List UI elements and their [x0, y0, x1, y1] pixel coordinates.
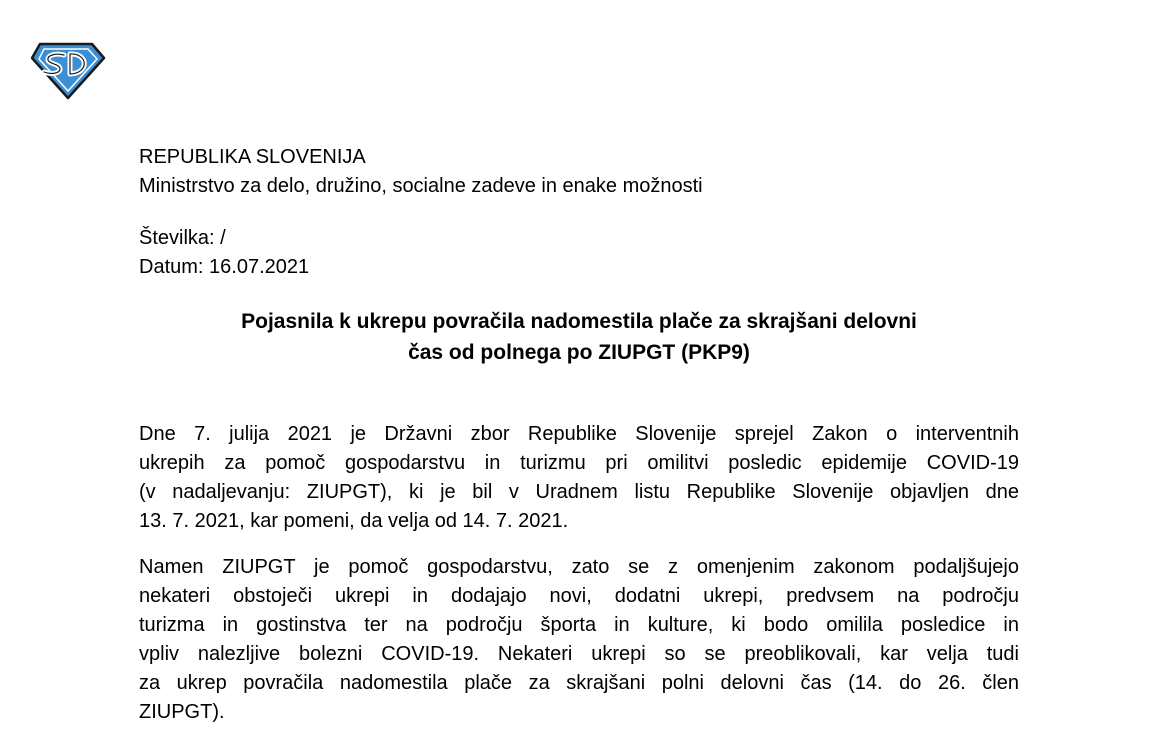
document-header — [139, 143, 1039, 201]
document-number: Številka: / — [139, 227, 226, 249]
document-date: Datum: 16.07.2021 — [139, 256, 310, 278]
document-title — [139, 306, 1019, 368]
paragraph-line: (v nadaljevanju: ZIUPGT), ki je bil v Uradnem listu Republike Slovenije objavljen dne — [139, 481, 1019, 503]
body-paragraph-2 — [139, 553, 1019, 727]
document-meta — [139, 224, 1039, 282]
ministry-name: Ministrstvo za delo, družino, socialne zadeve in enake možnosti — [139, 175, 703, 197]
sd-diamond-logo-icon — [30, 42, 106, 100]
paragraph-line: 13. 7. 2021, kar pomeni, da velja od 14. 7. 2021. — [139, 510, 569, 532]
country-name: REPUBLIKA SLOVENIJA — [139, 146, 366, 168]
paragraph-line: ZIUPGT). — [139, 701, 225, 723]
paragraph-line: Namen ZIUPGT je pomoč gospodarstvu, zato se z omenjenim zakonom podaljšujejo — [139, 556, 1019, 578]
title-line-1: Pojasnila k ukrepu povračila nadomestila plače za skrajšani delovni — [241, 310, 917, 333]
paragraph-line: za ukrep povračila nadomestila plače za skrajšani polni delovni čas (14. do 26. člen — [139, 672, 1019, 694]
paragraph-line: turizma in gostinstva ter na področju športa in kulture, ki bodo omilila posledice in — [139, 614, 1019, 636]
body-paragraph-1 — [139, 420, 1019, 536]
title-line-2: čas od polnega po ZIUPGT (PKP9) — [408, 341, 750, 364]
paragraph-line: vpliv nalezljive bolezni COVID-19. Nekateri ukrepi so se preoblikovali, kar velja tudi — [139, 643, 1019, 665]
paragraph-line: ukrepih za pomoč gospodarstvu in turizmu pri omilitvi posledic epidemije COVID-19 — [139, 452, 1019, 474]
paragraph-line: Dne 7. julija 2021 je Državni zbor Republike Slovenije sprejel Zakon o interventnih — [139, 423, 1019, 445]
paragraph-line: nekateri obstoječi ukrepi in dodajajo novi, dodatni ukrepi, predvsem na področju — [139, 585, 1019, 607]
